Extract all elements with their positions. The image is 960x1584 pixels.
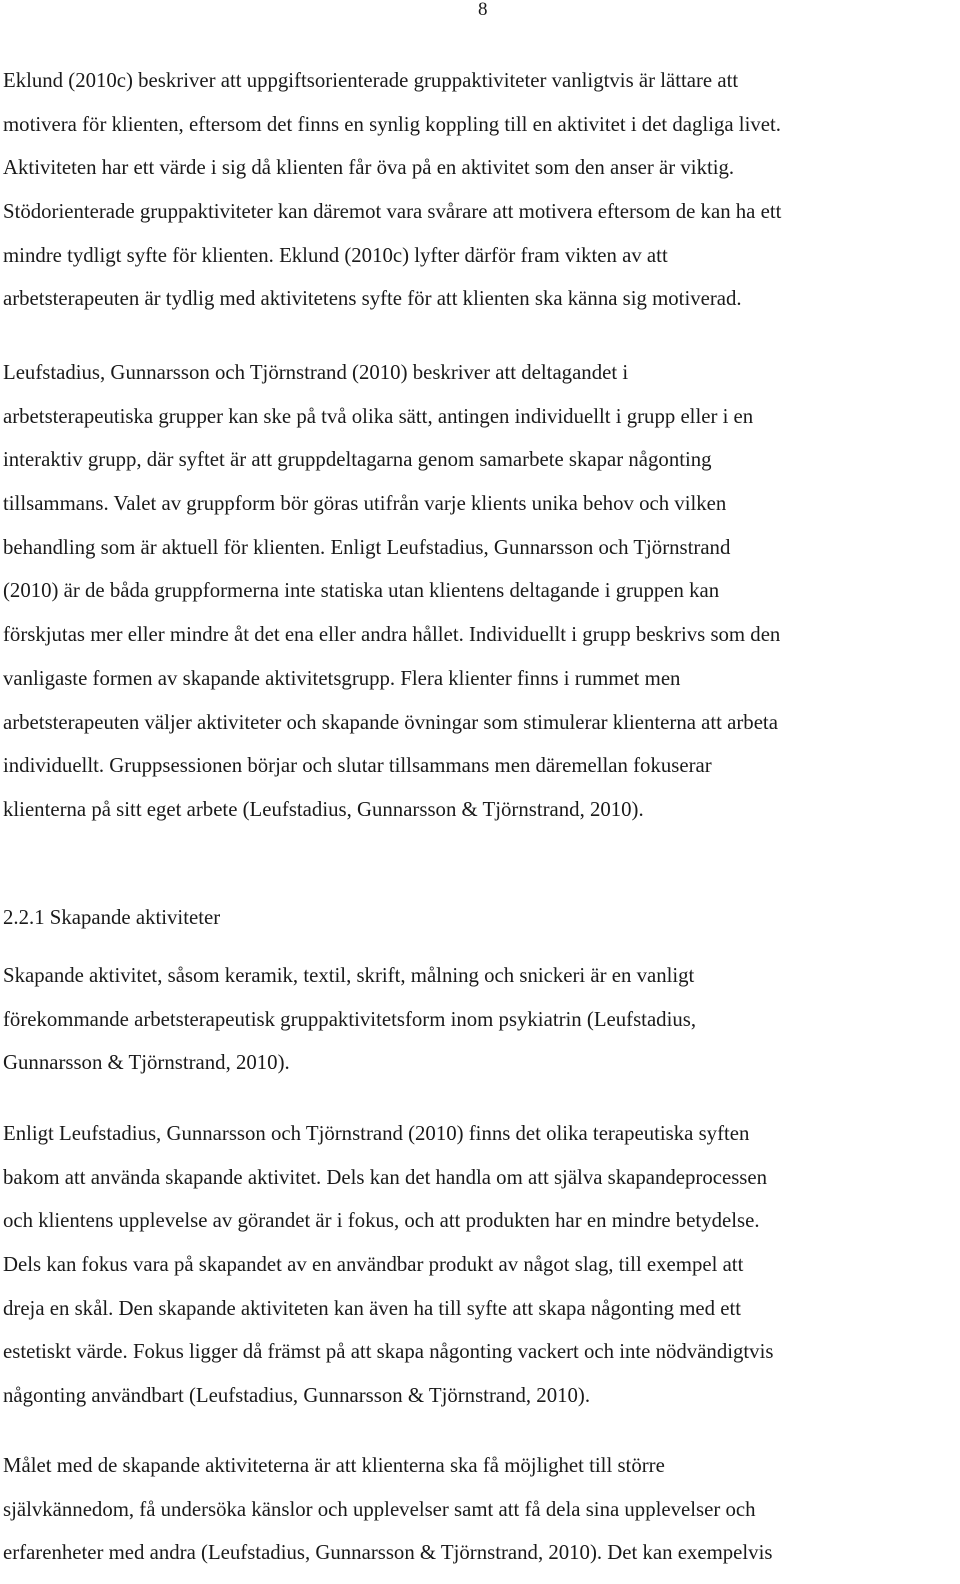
text-line: och klientens upplevelse av görandet är i fokus, och att produkten har en mindre betydelse. — [3, 1209, 760, 1233]
text-line: Eklund (2010c) beskriver att uppgiftsorienterade gruppaktiviteter vanligtvis är lättare att — [3, 69, 739, 92]
text-line: erfarenheter med andra (Leufstadius, Gunnarsson & Tjörnstrand, 2010). Det kan exempelvis — [3, 1541, 773, 1565]
text-line: (2010) är de båda gruppformerna inte statiska utan klientens deltagande i gruppen kan — [3, 579, 720, 603]
text-line: förskjutas mer eller mindre åt det ena eller andra hållet. Individuellt i grupp beskrivs som den — [3, 623, 781, 647]
paragraph-3 — [3, 954, 958, 1085]
text-line: mindre tydligt syfte för klienten. Eklund (2010c) lyfter därför fram vikten av att — [3, 243, 668, 267]
text-line: vanligaste formen av skapande aktivitetsgrupp. Flera klienter finns i rummet men — [3, 666, 681, 690]
text-line: tillsammans. Valet av gruppform bör göras utifrån varje klients unika behov och vilken — [3, 492, 727, 516]
text-line: behandling som är aktuell för klienten. Enligt Leufstadius, Gunnarsson och Tjörnstrand — [3, 535, 731, 559]
paragraph-2 — [3, 351, 958, 832]
text-line: estetiskt värde. Fokus ligger då främst på att skapa någonting vackert och inte nödvändigtvis — [3, 1340, 774, 1364]
text-line: arbetsterapeutiska grupper kan ske på två olika sätt, antingen individuellt i grupp eller i en — [3, 404, 754, 428]
text-line: arbetsterapeuten väljer aktiviteter och skapande övningar som stimulerar klienterna att arbeta — [3, 710, 778, 734]
text-line: klienterna på sitt eget arbete (Leufstadius, Gunnarsson & Tjörnstrand, 2010). — [3, 797, 644, 821]
text-line: Skapande aktivitet, såsom keramik, textil, skrift, målning och snickeri är en vanligt — [3, 964, 695, 987]
text-line: Enligt Leufstadius, Gunnarsson och Tjörnstrand (2010) finns det olika terapeutiska syften — [3, 1122, 750, 1145]
paragraph-5 — [3, 1444, 958, 1575]
text-line: Stödorienterade gruppaktiviteter kan däremot vara svårare att motivera eftersom de kan ha ett — [3, 200, 782, 224]
text-line: dreja en skål. Den skapande aktiviteten kan även ha till syfte att skapa någonting med ett — [3, 1296, 742, 1320]
text-line: bakom att använda skapande aktivitet. Dels kan det handla om att själva skapandeprocessen — [3, 1165, 768, 1189]
text-line: arbetsterapeuten är tydlig med aktivitetens syfte för att klienten ska känna sig motiverad. — [3, 287, 742, 311]
text-line: Gunnarsson & Tjörnstrand, 2010). — [3, 1051, 290, 1075]
text-line: individuellt. Gruppsessionen börjar och slutar tillsammans men däremellan fokuserar — [3, 754, 712, 778]
paragraph-1 — [3, 59, 958, 321]
text-line: självkännedom, få undersöka känslor och upplevelser samt att få dela sina upplevelser och — [3, 1497, 756, 1521]
text-line: förekommande arbetsterapeutisk gruppaktivitetsform inom psykiatrin (Leufstadius, — [3, 1007, 697, 1031]
paragraph-4 — [3, 1112, 958, 1418]
text-line: Dels kan fokus vara på skapandet av en användbar produkt av något slag, till exempel att — [3, 1253, 744, 1277]
text-line: Leufstadius, Gunnarsson och Tjörnstrand (2010) beskriver att deltagandet i — [3, 361, 629, 384]
text-line: någonting användbart (Leufstadius, Gunnarsson & Tjörnstrand, 2010). — [3, 1384, 591, 1408]
text-line: motivera för klienten, eftersom det finns en synlig koppling till en aktivitet i det dagliga livet. — [3, 112, 781, 136]
text-line: Målet med de skapande aktiviteterna är att klienterna ska få möjlighet till större — [3, 1454, 665, 1477]
text-line: Aktiviteten har ett värde i sig då klienten får öva på en aktivitet som den anser är viktig. — [3, 156, 735, 180]
section-heading: 2.2.1 Skapande aktiviteter — [3, 906, 221, 929]
page-number: 8 — [478, 0, 488, 20]
text-line: interaktiv grupp, där syftet är att gruppdeltagarna genom samarbete skapar någonting — [3, 448, 712, 472]
